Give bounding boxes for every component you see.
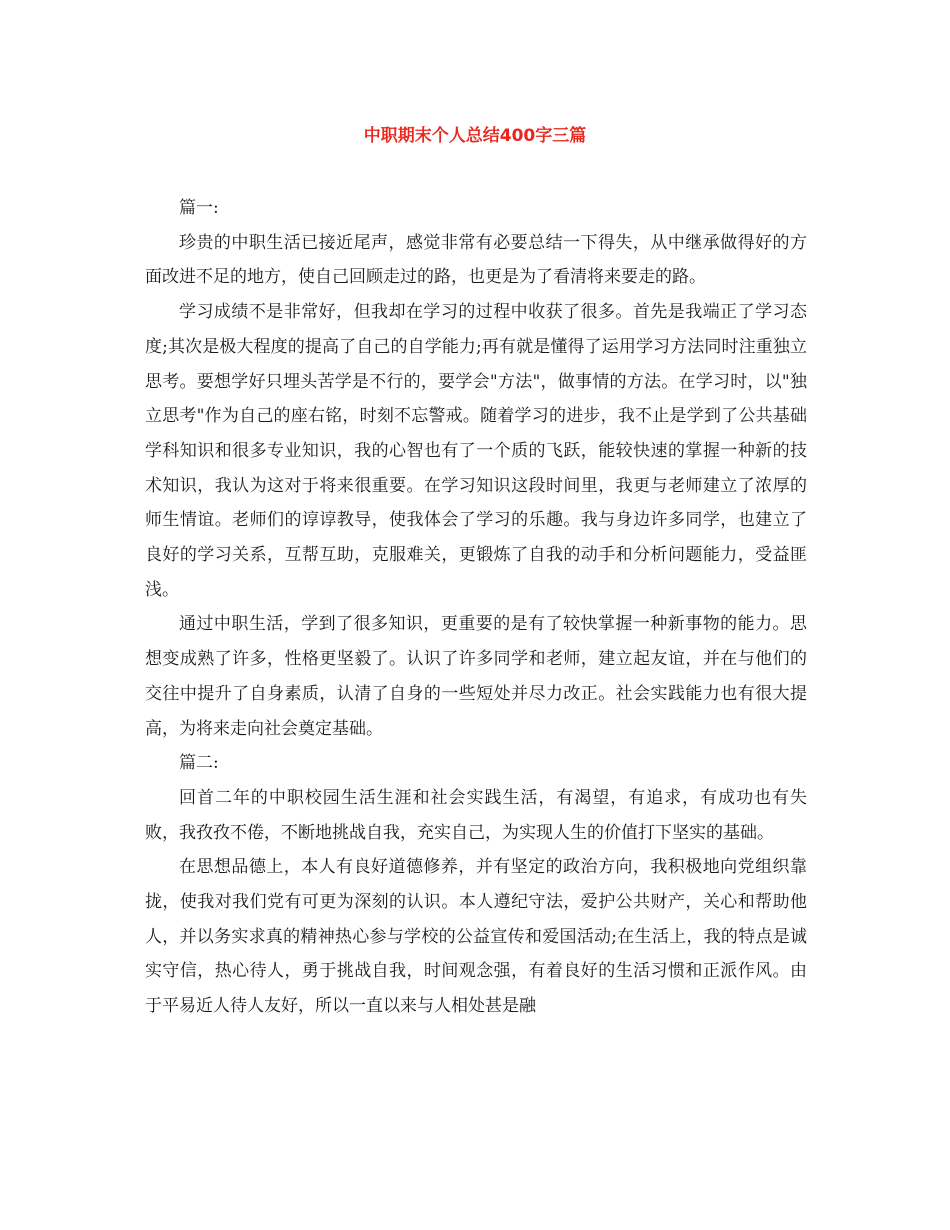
paragraph: 在思想品德上，本人有良好道德修养，并有坚定的政治方向，我积极地向党组织靠拢，使我对我们党有可更为深刻的认识。本人遵纪守法，爱护公共财产，关心和帮助他人，并以务实求真的精神热心参与学校的公益宣传和爱国活动;在生活上，我的特点是诚实守信，热心待人，勇于挑战自我，时间观念强，有着良好的生活习惯和正派作风。由于平易近人待人友好，所以一直以来与人相处甚是融 bbox=[145, 857, 807, 1017]
paragraph: 通过中职生活，学到了很多知识，更重要的是有了较快掌握一种新事物的能力。思想变成熟了许多，性格更坚毅了。认识了许多同学和老师，建立起友谊，并在与他们的交往中提升了自身素质，认清了自身的一些短处并尽力改正。社会实践能力也有很大提高，为将来走向社会奠定基础。 bbox=[145, 614, 807, 739]
section-heading: 篇二: bbox=[179, 753, 219, 774]
document-title: 中职期末个人总结400字三篇 bbox=[363, 126, 587, 146]
paragraph: 学习成绩不是非常好，但我却在学习的过程中收获了很多。首先是我端正了学习态度;其次是极大程度的提高了自己的自学能力;再有就是懂得了运用学习方法同时注重独立思考。要想学好只埋头苦学是不行的，要学会"方法"，做事情的方法。在学习时，以"独立思考"作为自己的座右铭，时刻不忘警戒。随着学习的进步，我不止是学到了公共基础学科知识和很多专业知识，我的心智也有了一个质的飞跃，能较快速的掌握一种新的技术知识，我认为这对于将来很重要。在学习知识这段时间里，我更与老师建立了浓厚的师生情谊。老师们的谆谆教导，使我体会了学习的乐趣。我与身边许多同学，也建立了良好的学习关系，互帮互助，克服难关，更锻炼了自我的动手和分析问题能力，受益匪浅。 bbox=[145, 302, 807, 600]
paragraph: 回首二年的中职校园生活生涯和社会实践生活，有渴望，有追求，有成功也有失败，我孜孜不倦，不断地挑战自我，充实自己，为实现人生的价值打下坚实的基础。 bbox=[145, 787, 807, 843]
section-heading: 篇一: bbox=[179, 198, 219, 218]
paragraph: 珍贵的中职生活已接近尾声，感觉非常有必要总结一下得失，从中继承做得好的方面改进不足的地方，使自己回顾走过的路，也更是为了看清将来要走的路。 bbox=[145, 232, 807, 288]
document-body bbox=[145, 191, 807, 1024]
